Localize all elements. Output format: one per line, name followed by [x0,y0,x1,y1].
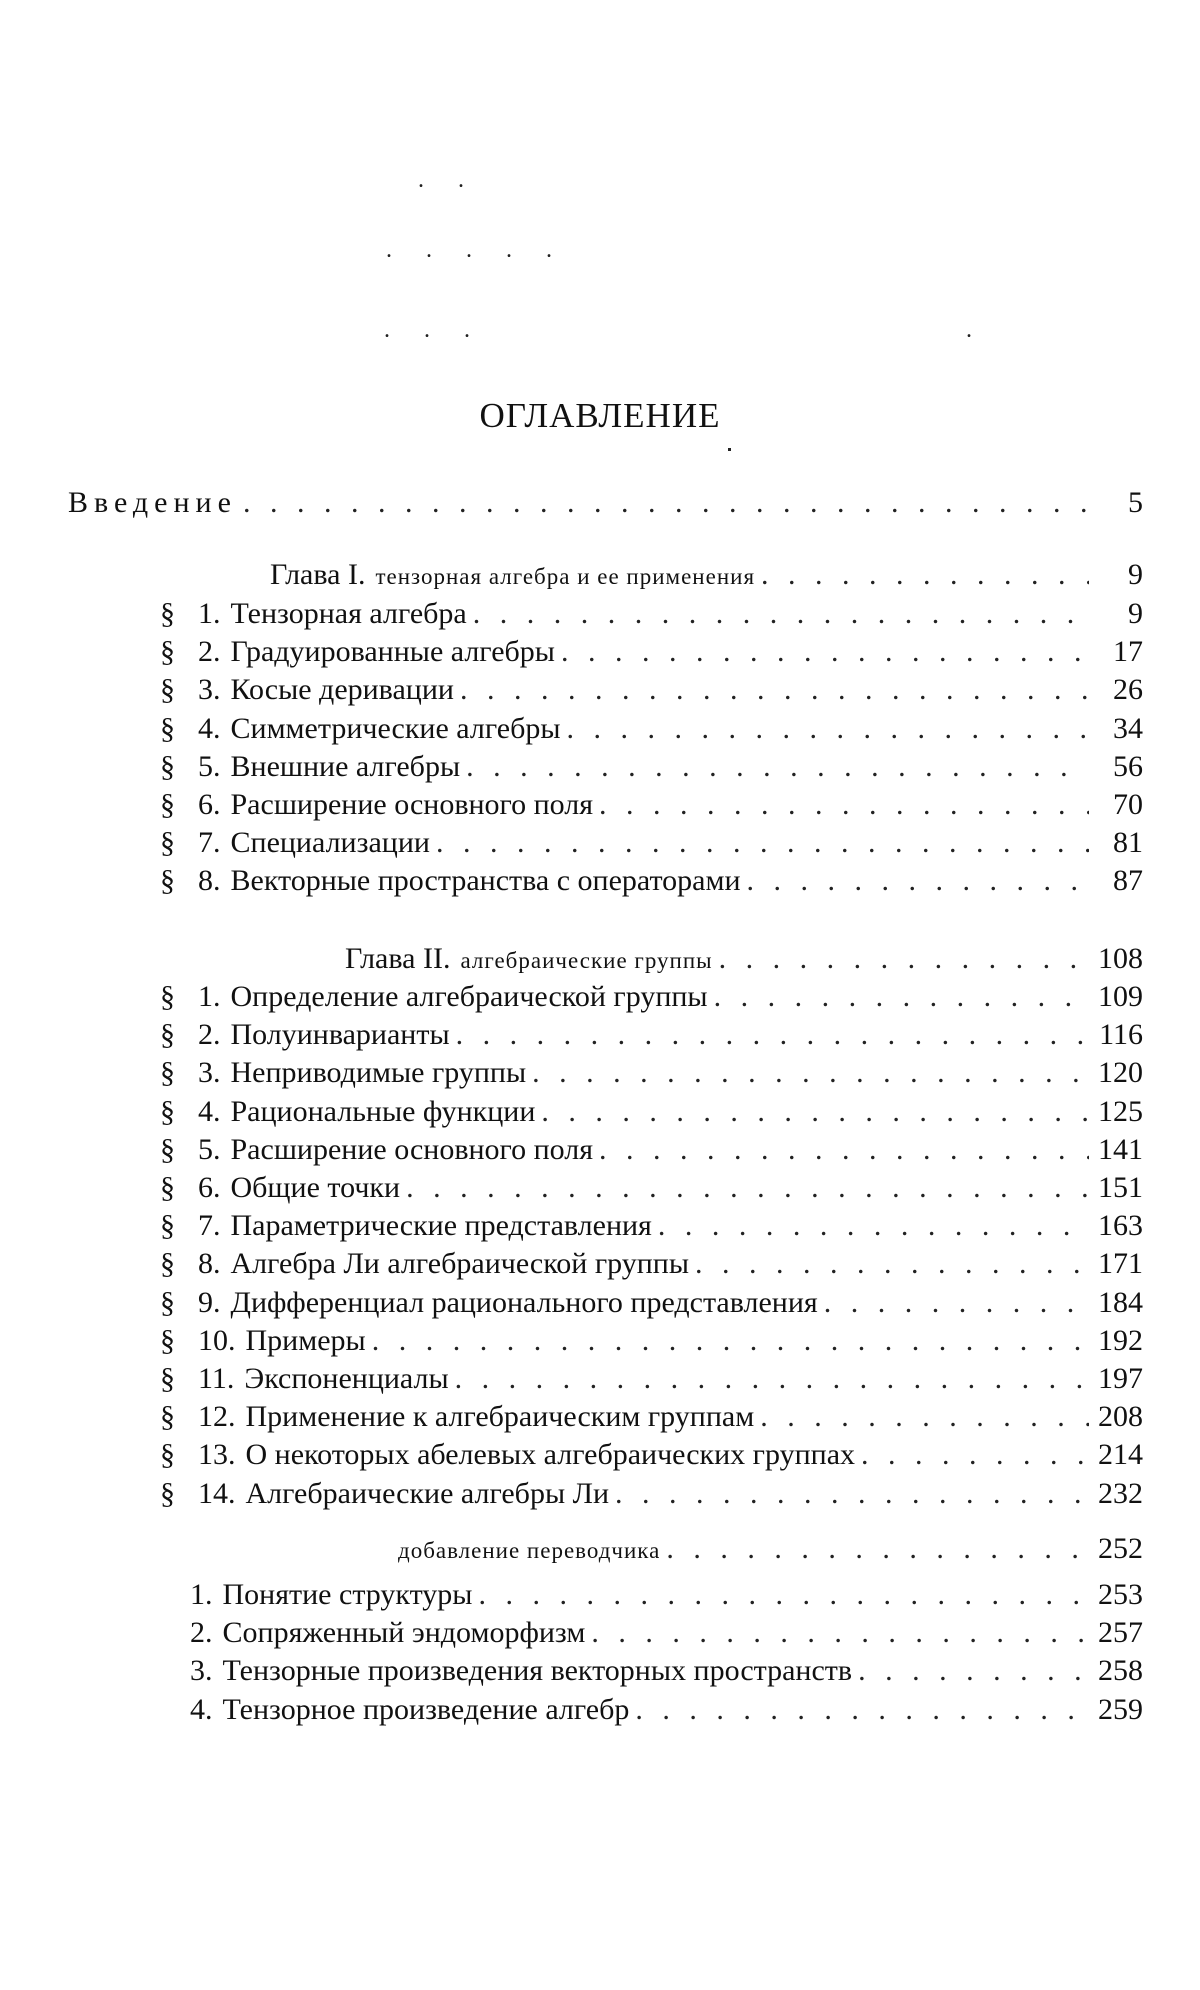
chapter-heading-caps: тензорная алгебра и ее применения [375,564,756,589]
toc-appendix-item-row[interactable] [190,1652,1143,1690]
appendix-item-page: 257 [1098,1616,1143,1649]
section-number: 6. [198,788,221,821]
section-title: Симметрические алгебры [230,712,561,745]
chapter-heading-caps: алгебраические группы [460,948,713,973]
section-sign: § [160,1477,175,1510]
section-number: 4. [198,1095,221,1128]
section-sign: § [160,1171,175,1204]
section-title: Общие точки [230,1171,401,1204]
dot-leader [460,671,1089,709]
section-number: 1. [198,597,221,630]
toc-section-row[interactable] [160,1436,1143,1474]
chapter-heading: Глава II. [345,942,451,975]
toc-section-row[interactable] [160,748,1143,786]
appendix-item-number: 2. [190,1616,213,1649]
dot-leader [243,484,1089,522]
dot-leader [456,1016,1089,1054]
dot-leader [567,710,1090,748]
dot-leader [599,1131,1089,1169]
section-title: Экспоненциалы [244,1362,449,1395]
appendix-item-title: Сопряженный эндоморфизм [222,1616,586,1649]
toc-section-row[interactable] [160,1398,1143,1436]
section-number: 2. [198,1018,221,1051]
section-page: 184 [1098,1286,1143,1319]
dot-leader [466,748,1089,786]
section-title: Алгебраические алгебры Ли [245,1477,610,1510]
dot-leader [824,1284,1089,1322]
appendix-item-page: 258 [1098,1654,1143,1687]
dot-leader [615,1475,1089,1513]
appendix-item-title: Понятие структуры [222,1578,473,1611]
dot-leader [714,978,1089,1016]
section-title: Векторные пространства с операторами [230,864,741,897]
section-number: 2. [198,635,221,668]
section-sign: § [160,1324,175,1357]
dot-leader [406,1169,1089,1207]
chapter-page: 108 [1098,942,1143,975]
dot-leader [760,1398,1089,1436]
appendix-item-title: Тензорное произведение алгебр [222,1693,630,1726]
section-sign: § [160,635,175,668]
section-number: 6. [198,1171,221,1204]
section-number: 7. [198,826,221,859]
dot-leader [478,1576,1089,1614]
toc-section-row[interactable] [160,1360,1143,1398]
appendix-item-number: 1. [190,1578,213,1611]
dot-leader [561,633,1089,671]
toc-intro-label: Введение [68,486,237,519]
appendix-item-page: 259 [1098,1693,1143,1726]
section-title: Определение алгебраической группы [230,980,708,1013]
section-number: 7. [198,1209,221,1242]
toc-intro-row[interactable] [68,484,1143,522]
section-number: 8. [198,864,221,897]
toc-section-row[interactable] [160,1169,1143,1207]
section-sign: § [160,1362,175,1395]
section-sign: § [160,712,175,745]
section-sign: § [160,750,175,783]
section-title: Примеры [245,1324,366,1357]
section-sign: § [160,673,175,706]
section-page: 141 [1098,1133,1143,1166]
section-sign: § [160,1438,175,1471]
toc-appendix-item-row[interactable] [190,1614,1143,1652]
section-title: Градуированные алгебры [230,635,555,668]
section-title: Дифференциал рационального представления [230,1286,818,1319]
chapter-heading: Глава I. [270,558,366,591]
dot-leader [719,940,1089,978]
section-number: 4. [198,712,221,745]
dot-leader [861,1436,1089,1474]
dot-leader [599,786,1089,824]
section-sign: § [160,826,175,859]
section-page: 125 [1098,1095,1143,1128]
dot-leader [695,1245,1089,1283]
appendix-item-page: 253 [1098,1578,1143,1611]
section-page: 197 [1098,1362,1143,1395]
speck: . . [418,167,478,193]
toc-section-row[interactable] [160,710,1143,748]
section-title: Расширение основного поля [230,1133,594,1166]
section-page: 151 [1098,1171,1143,1204]
section-number: 8. [198,1247,221,1280]
section-number: 11. [198,1362,235,1395]
section-page: 192 [1098,1324,1143,1357]
toc-section-row[interactable] [160,633,1143,671]
appendix-item-title: Тензорные произведения векторных пространств [222,1654,853,1687]
toc-section-row[interactable] [160,1207,1143,1245]
section-number: 3. [198,1056,221,1089]
section-sign: § [160,1018,175,1051]
appendix-item-number: 4. [190,1693,213,1726]
toc-section-row[interactable] [160,1131,1143,1169]
toc-section-row[interactable] [160,786,1143,824]
speck: . [966,317,986,343]
toc-section-row[interactable] [160,671,1143,709]
toc-section-row[interactable] [160,1322,1143,1360]
dot-leader [473,595,1089,633]
section-number: 9. [198,1286,221,1319]
section-number: 3. [198,673,221,706]
toc-section-row[interactable] [160,1245,1143,1283]
section-sign: § [160,1286,175,1319]
section-title: Косые деривации [230,673,454,706]
toc-appendix-item-row[interactable] [190,1576,1143,1614]
toc-appendix-item-row[interactable] [190,1691,1143,1729]
dot-leader [372,1322,1089,1360]
section-sign: § [160,1209,175,1242]
toc-section-row[interactable] [160,1284,1143,1322]
dot-leader [761,556,1089,594]
dot-leader [455,1360,1089,1398]
appendix-item-number: 3. [190,1654,213,1687]
section-title: Рациональные функции [230,1095,536,1128]
section-page: 120 [1098,1056,1143,1089]
section-number: 12. [198,1400,236,1433]
toc-section-row[interactable] [160,1054,1143,1092]
section-sign: § [160,1247,175,1280]
section-number: 14. [198,1477,236,1510]
toc-section-row[interactable] [160,595,1143,633]
toc-chapter-row[interactable] [345,940,1143,978]
section-sign: § [160,1400,175,1433]
speck: . . . . . [386,237,566,263]
section-sign: § [160,597,175,630]
section-page: 56 [1113,750,1143,783]
section-page: 9 [1128,597,1143,630]
section-page: 232 [1098,1477,1143,1510]
appendix-page: 252 [1098,1532,1143,1565]
dot-leader [635,1691,1089,1729]
section-number: 5. [198,750,221,783]
section-number: 13. [198,1438,236,1471]
toc-section-row[interactable] [160,1093,1143,1131]
section-title: Расширение основного поля [230,788,594,821]
section-title: Специализации [230,826,430,859]
toc-section-row[interactable] [160,862,1143,900]
toc-intro-page: 5 [1128,486,1143,519]
section-title: Тензорная алгебра [230,597,467,630]
dot-leader [541,1093,1089,1131]
section-page: 34 [1113,712,1143,745]
section-page: 87 [1113,864,1143,897]
section-page: 109 [1098,980,1143,1013]
dot-leader [858,1652,1089,1690]
section-page: 208 [1098,1400,1143,1433]
section-title: Применение к алгебраическим группам [245,1400,755,1433]
scan-specks [0,0,1200,360]
section-number: 5. [198,1133,221,1166]
section-sign: § [160,788,175,821]
section-title: Параметрические представления [230,1209,652,1242]
section-page: 17 [1113,635,1143,668]
toc-section-row[interactable] [160,824,1143,862]
page-title: ОГЛАВЛЕНИЕ [479,396,721,435]
section-page: 81 [1113,826,1143,859]
section-sign: § [160,1056,175,1089]
dot-leader [532,1054,1089,1092]
dot-leader [666,1530,1089,1568]
toc-chapter-row[interactable] [270,556,1143,594]
section-number: 1. [198,980,221,1013]
section-page: 116 [1099,1018,1143,1051]
section-page: 70 [1113,788,1143,821]
chapter-page: 9 [1128,558,1143,591]
section-title: Неприводимые группы [230,1056,527,1089]
section-sign: § [160,980,175,1013]
dot-leader [747,862,1089,900]
toc-section-row[interactable] [160,1016,1143,1054]
toc-appendix-row[interactable] [398,1530,1143,1568]
section-title: Алгебра Ли алгебраической группы [230,1247,689,1280]
section-sign: § [160,864,175,897]
dot-leader [591,1614,1089,1652]
section-page: 26 [1113,673,1143,706]
section-title: Полуинварианты [230,1018,450,1051]
section-page: 214 [1098,1438,1143,1471]
section-page: 171 [1098,1247,1143,1280]
dot-leader [436,824,1089,862]
toc-section-row[interactable] [160,1475,1143,1513]
section-sign: § [160,1133,175,1166]
section-sign: § [160,1095,175,1128]
section-page: 163 [1098,1209,1143,1242]
speck: . . . [384,317,484,343]
dot-leader [658,1207,1089,1245]
appendix-heading: добавление переводчика [398,1538,661,1563]
toc-section-row[interactable] [160,978,1143,1016]
title-mark [728,448,731,451]
section-title: Внешние алгебры [230,750,461,783]
section-title: О некоторых абелевых алгебраических группах [245,1438,856,1471]
section-number: 10. [198,1324,236,1357]
